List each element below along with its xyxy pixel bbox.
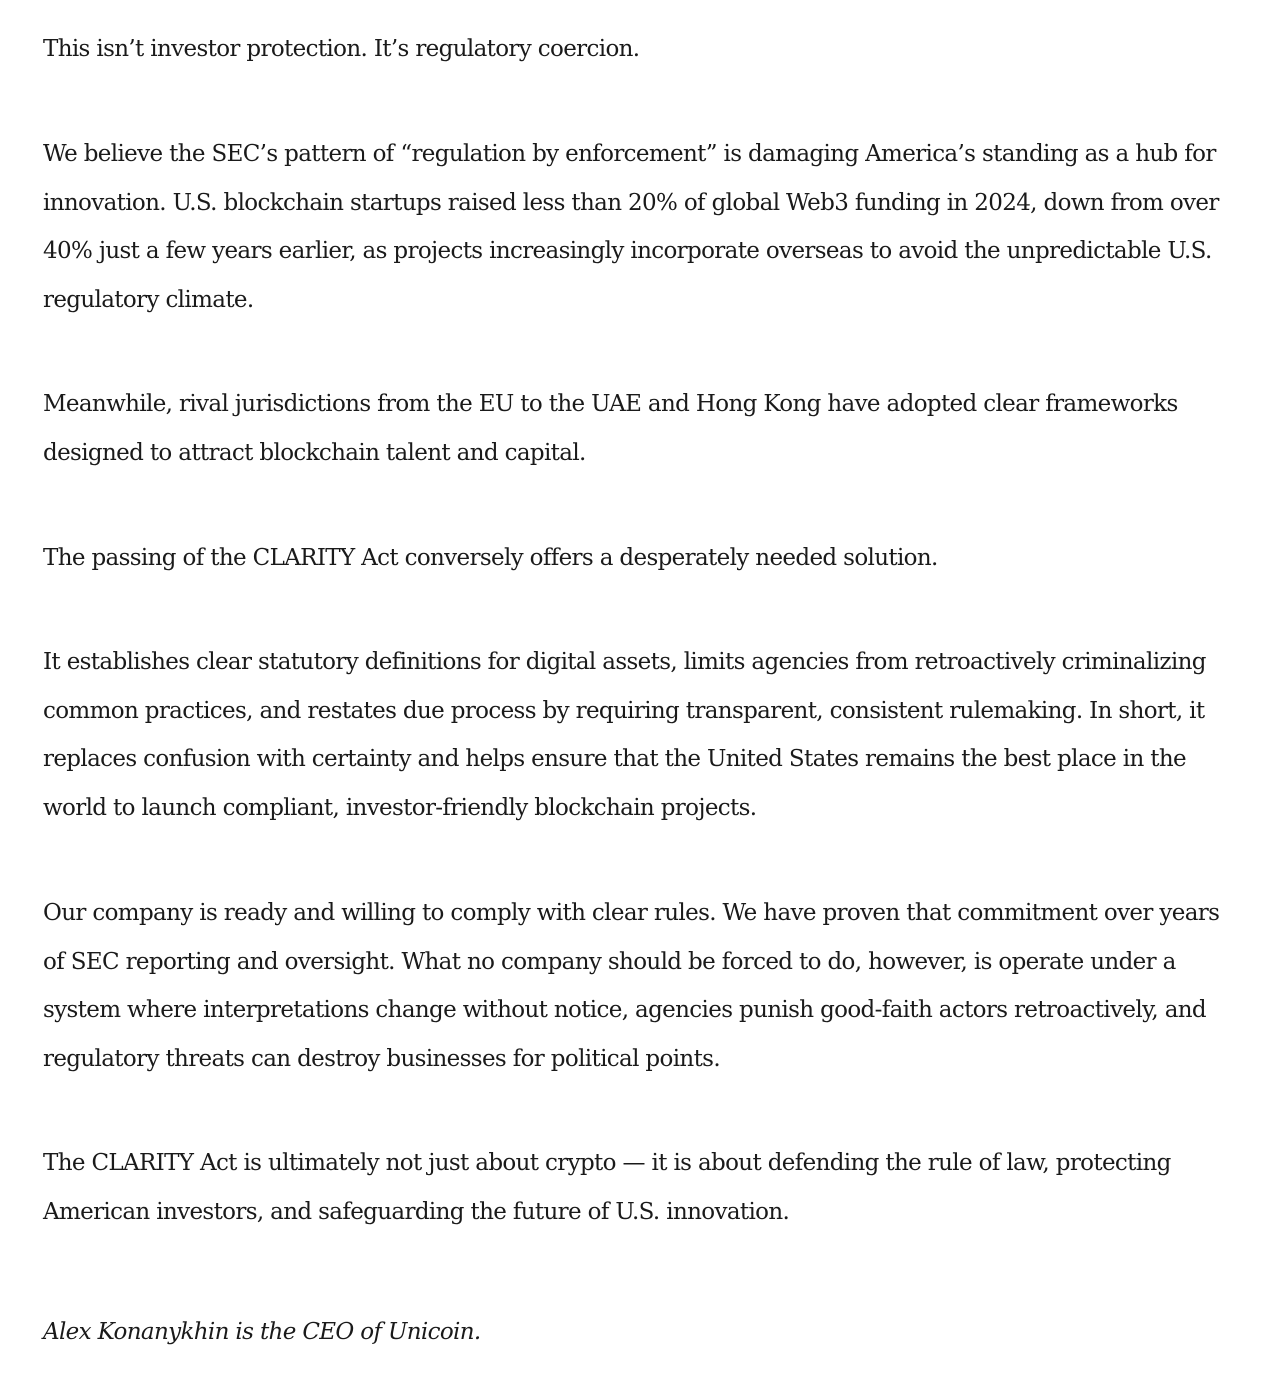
article-paragraph: The CLARITY Act is ultimately not just about crypto — it is about defending the rule of law, protecting American investors, and safeguarding the future of U.S. innovation.	[43, 1150, 1171, 1225]
article-paragraph: The passing of the CLARITY Act conversely offers a desperately needed solution.	[43, 545, 938, 571]
article-paragraph: It establishes clear statutory definitions for digital assets, limits agencies from retroactively criminalizing common practices, and restates due process by requiring transparent, consistent rulemaking. In short, it replaces confusion with certainty and helps ensure that the United States remains the best place in the world to launch compliant, investor-friendly blockchain projects.	[43, 649, 1206, 822]
article-paragraph: Meanwhile, rival jurisdictions from the EU to the UAE and Hong Kong have adopted clear frameworks designed to attract blockchain talent and capital.	[43, 391, 1178, 466]
article-paragraph: Our company is ready and willing to comply with clear rules. We have proven that commitment over years of SEC reporting and oversight. What no company should be forced to do, however, is operate under a system where interpretations change without notice, agencies punish good-faith actors retroactively, and regulatory threats can destroy businesses for political points.	[43, 900, 1220, 1073]
article-paragraph: This isn’t investor protection. It’s regulatory coercion.	[43, 36, 640, 62]
author-byline: Alex Konanykhin is the CEO of Unicoin.	[43, 1319, 481, 1345]
article-paragraph: We believe the SEC’s pattern of “regulation by enforcement” is damaging America’s standing as a hub for innovation. U.S. blockchain startups raised less than 20% of global Web3 funding in 2024, down from over 40% just a few years earlier, as projects increasingly incorporate overseas to avoid the unpredictable U.S. regulatory climate.	[43, 141, 1219, 314]
